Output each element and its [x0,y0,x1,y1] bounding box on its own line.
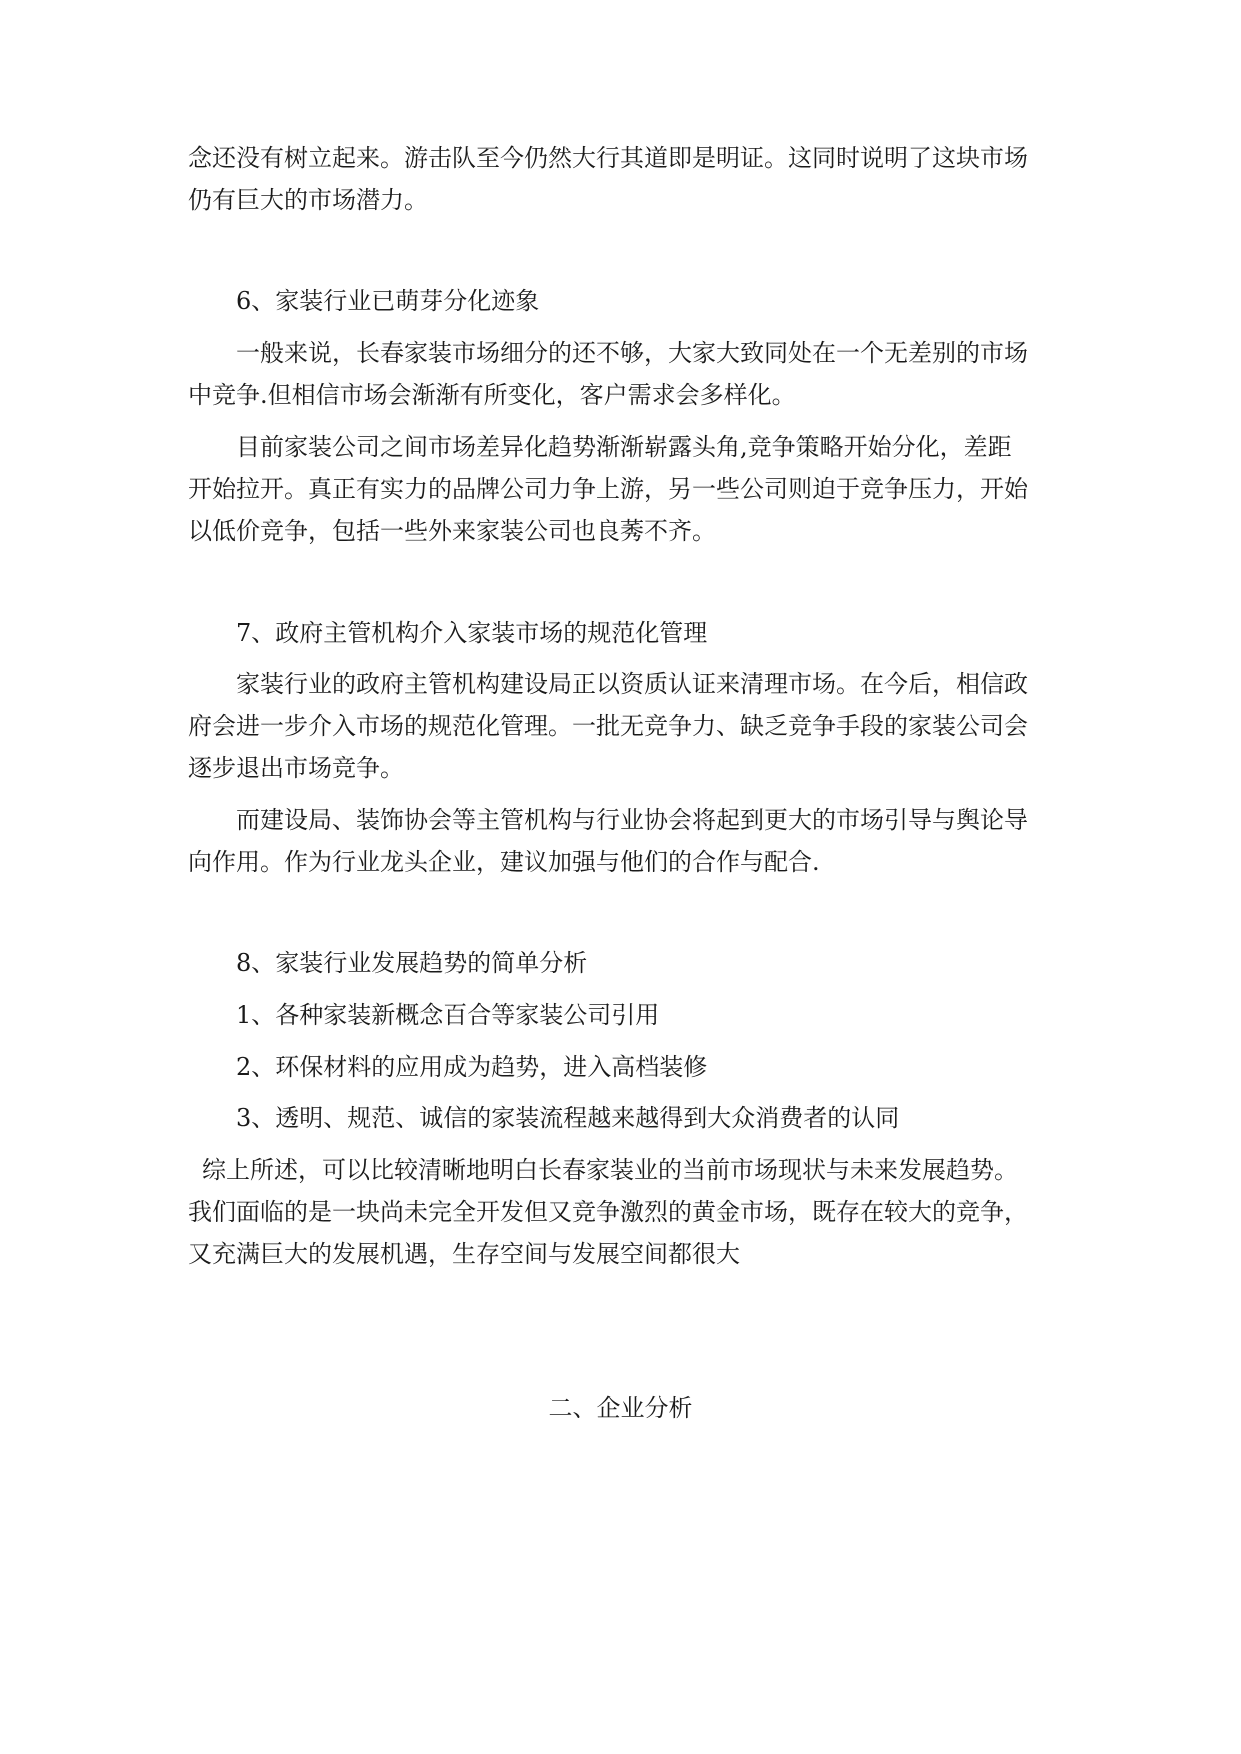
paragraph-line: 目前家装公司之间市场差异化趋势渐渐崭露头角,竞争策略开始分化，差距 [236,433,1012,461]
paragraph-line: 以低价竞争，包括一些外来家装公司也良莠不齐。 [188,517,716,545]
paragraph-line: 逐步退出市场竞争。 [188,754,404,782]
paragraph-line: 一般来说，长春家装市场细分的还不够，大家大致同处在一个无差别的市场 [236,339,1028,367]
paragraph-line: 开始拉开。真正有实力的品牌公司力争上游，另一些公司则迫于竞争压力，开始 [188,475,1028,503]
section-heading-6: 6、家装行业已萌芽分化迹象 [236,287,540,315]
section-title: 二、企业分析 [548,1394,693,1422]
paragraph-line: 中竞争.但相信市场会渐渐有所变化，客户需求会多样化。 [188,381,796,409]
summary-line: 又充满巨大的发展机遇，生存空间与发展空间都很大 [188,1240,740,1268]
paragraph-line: 向作用。作为行业龙头企业，建议加强与他们的合作与配合. [188,848,820,876]
paragraph-line: 府会进一步介入市场的规范化管理。一批无竞争力、缺乏竞争手段的家装公司会 [188,712,1028,740]
summary-line: 我们面临的是一块尚未完全开发但又竞争激烈的黄金市场，既存在较大的竞争， [188,1198,1028,1226]
paragraph-line: 念还没有树立起来。游击队至今仍然大行其道即是明证。这同时说明了这块市场 [188,144,1028,172]
list-item: 3、透明、规范、诚信的家装流程越来越得到大众消费者的认同 [236,1104,900,1132]
section-heading-8: 8、家装行业发展趋势的简单分析 [236,949,588,977]
summary-line: 综上所述，可以比较清晰地明白长春家装业的当前市场现状与未来发展趋势。 [202,1156,1018,1184]
paragraph-line: 仍有巨大的市场潜力。 [188,186,428,214]
list-item: 1、各种家装新概念百合等家装公司引用 [236,1001,660,1029]
list-item: 2、环保材料的应用成为趋势，进入高档装修 [236,1053,708,1081]
paragraph-line: 家装行业的政府主管机构建设局正以资质认证来清理市场。在今后，相信政 [236,670,1028,698]
section-heading-7: 7、政府主管机构介入家装市场的规范化管理 [236,619,708,647]
paragraph-line: 而建设局、装饰协会等主管机构与行业协会将起到更大的市场引导与舆论导 [236,806,1028,834]
